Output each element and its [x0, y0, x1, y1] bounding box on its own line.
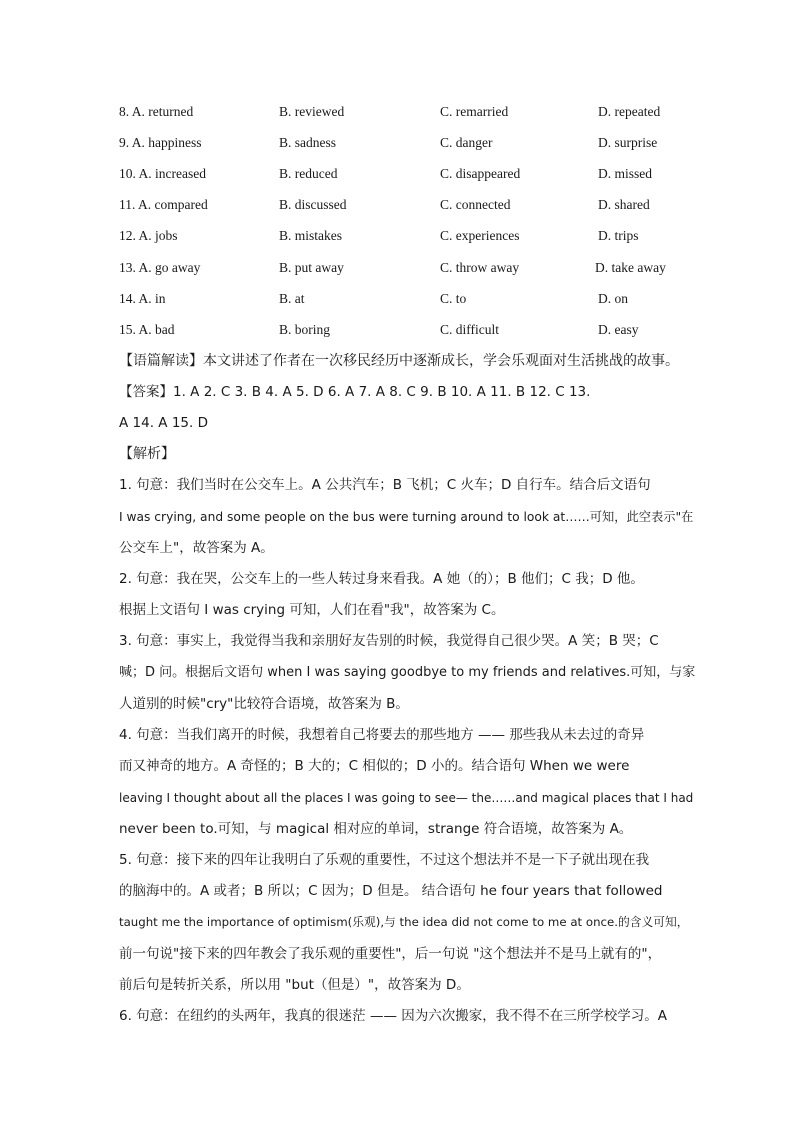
option-b: B. mistakes	[279, 228, 342, 243]
option-a: 10. A. increased	[119, 166, 206, 181]
option-b: B. sadness	[279, 135, 336, 150]
option-a: 14. A. in	[119, 291, 166, 306]
analysis-line: 4. 句意：当我们离开的时候，我想着自己将要去的那些地方 —— 那些我从未去过的奇异	[119, 727, 645, 743]
analysis-line: 前一句说"接下来的四年教会了我乐观的重要性"，后一句说 "这个想法并不是马上就有的"，	[119, 946, 662, 962]
option-a: 8. A. returned	[119, 104, 194, 119]
analysis-line: 根据上文语句 I was crying 可知，人们在看"我"，故答案为 C。	[119, 602, 505, 618]
option-b: B. boring	[279, 322, 331, 337]
analysis-line: leaving I thought about all the places I was going to see— the……and magical places that I had	[119, 791, 694, 805]
option-d: D. shared	[598, 197, 650, 212]
option-row-13	[119, 258, 679, 278]
option-b: B. put away	[279, 260, 344, 275]
reading-intro: 【语篇解读】本文讲述了作者在一次移民经历中逐渐成长，学会乐观面对生活挑战的故事。	[119, 353, 679, 369]
option-b: B. reviewed	[279, 104, 345, 119]
analysis-line: 3. 句意：事实上，我觉得当我和亲朋好友告别的时候，我觉得自己很少哭。A 笑；B 哭；C	[119, 633, 659, 649]
option-d: D. easy	[598, 322, 639, 337]
option-c: C. danger	[440, 135, 493, 150]
option-d: D. on	[598, 291, 628, 306]
option-row-8	[119, 102, 679, 122]
option-d: D. take away	[595, 260, 666, 275]
analysis-line: taught me the importance of optimism(乐观),与 the idea did not come to me at once.的含义可知，	[119, 915, 689, 929]
option-a: 13. A. go away	[119, 260, 201, 275]
option-a: 15. A. bad	[119, 322, 175, 337]
analysis-line: 人道别的时候"cry"比较符合语境，故答案为 B。	[119, 696, 409, 712]
analysis-line: 公交车上"，故答案为 A。	[119, 540, 274, 556]
option-a: 11. A. compared	[119, 197, 208, 212]
analysis-line: never been to.可知，与 magical 相对应的单词，strange 符合语境，故答案为 A。	[119, 821, 633, 837]
option-row-9	[119, 133, 679, 153]
option-c: C. difficult	[440, 322, 499, 337]
analysis-line: I was crying, and some people on the bus were turning around to look at……可知，此空表示"在	[119, 510, 694, 524]
option-row-11	[119, 195, 679, 215]
option-c: C. experiences	[440, 228, 520, 243]
answer-line-1: 【答案】1. A 2. C 3. B 4. A 5. D 6. A 7. A 8. C 9. B 10. A 11. B 12. C 13.	[119, 384, 591, 400]
option-d: D. surprise	[598, 135, 658, 150]
analysis-line: 2. 句意：我在哭，公交车上的一些人转过身来看我。A 她（的）；B 他们；C 我；D 他。	[119, 571, 644, 587]
analysis-line: 喊；D 问。根据后文语句 when I was saying goodbye to my friends and relatives.可知，与家	[119, 665, 696, 680]
option-d: D. repeated	[598, 104, 661, 119]
option-d: D. missed	[598, 166, 652, 181]
option-row-12	[119, 226, 679, 246]
analysis-heading: 【解析】	[119, 446, 175, 462]
analysis-line: 6. 句意：在纽约的头两年，我真的很迷茫 —— 因为六次搬家，我不得不在三所学校学习。A	[119, 1008, 667, 1024]
option-c: C. connected	[440, 197, 511, 212]
option-row-10	[119, 164, 679, 184]
option-row-14	[119, 289, 679, 309]
option-a: 12. A. jobs	[119, 228, 178, 243]
option-c: C. remarried	[440, 104, 509, 119]
answer-line-2: A 14. A 15. D	[119, 415, 208, 431]
analysis-line: 的脑海中的。A 或者；B 所以；C 因为；D 但是。 结合语句 he four years that followed	[119, 883, 663, 899]
analysis-line: 1. 句意：我们当时在公交车上。A 公共汽车；B 飞机；C 火车；D 自行车。结合后文语句	[119, 477, 651, 493]
option-d: D. trips	[598, 228, 639, 243]
option-c: C. disappeared	[440, 166, 521, 181]
option-a: 9. A. happiness	[119, 135, 202, 150]
option-b: B. discussed	[279, 197, 347, 212]
analysis-line: 而又神奇的地方。A 奇怪的；B 大的；C 相似的；D 小的。结合语句 When we were	[119, 758, 630, 774]
option-b: B. at	[279, 291, 305, 306]
option-b: B. reduced	[279, 166, 338, 181]
option-row-15	[119, 320, 679, 340]
option-c: C. throw away	[440, 260, 520, 275]
option-c: C. to	[440, 291, 467, 306]
analysis-line: 前后句是转折关系，所以用 "but（但是）"，故答案为 D。	[119, 977, 470, 993]
analysis-line: 5. 句意：接下来的四年让我明白了乐观的重要性，不过这个想法并不是一下子就出现在我	[119, 852, 650, 868]
